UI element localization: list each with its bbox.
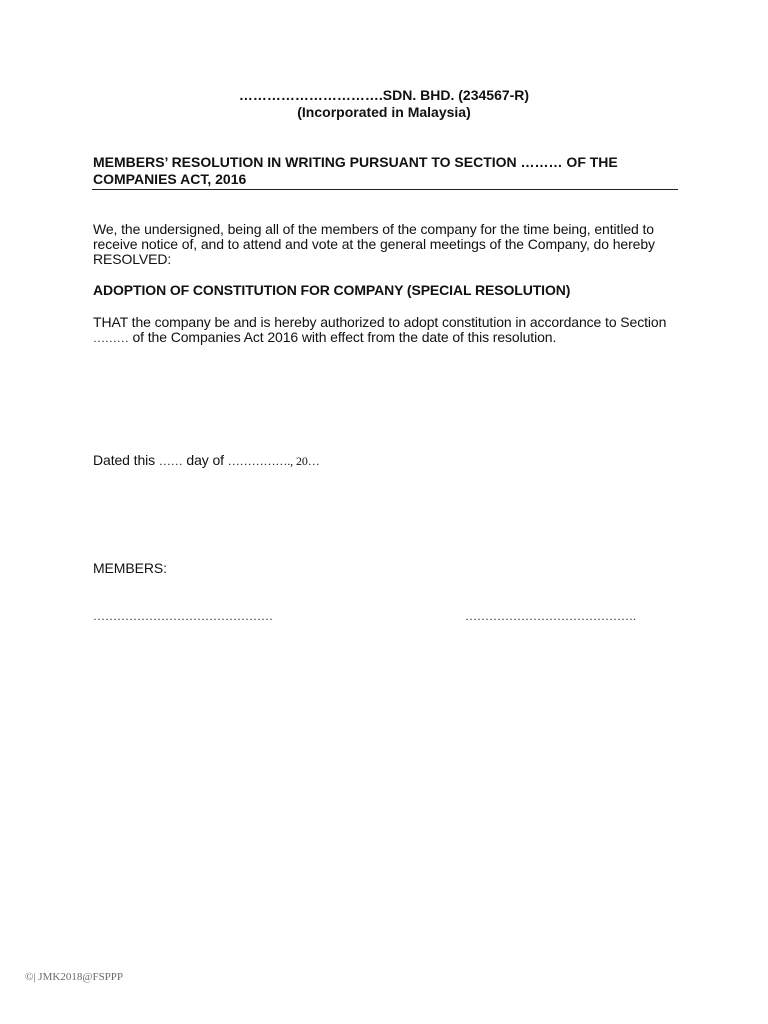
day-blank: …… <box>158 454 183 468</box>
title-underline <box>92 189 678 190</box>
company-name-line: ………………………….SDN. BHD. (234567-R) <box>238 87 530 103</box>
members-label: MEMBERS: <box>93 560 167 576</box>
section-number-blank: ……… <box>93 331 129 345</box>
footer-copyright: ©| JMK2018@FSPPP <box>25 971 124 983</box>
resolution-text-part2: of the Companies Act 2016 with effect from the date of this resolution. <box>128 329 557 345</box>
resolution-text-part1: THAT the company be and is hereby authorized to adopt constitution in accordance to Section <box>93 314 667 330</box>
resolution-paragraph <box>93 315 693 346</box>
dated-line <box>93 453 693 469</box>
intro-paragraph: We, the undersigned, being all of the members of the company for the time being, entitled to receive notice of, and to attend and vote at the general meetings of the Company, do hereby RESOLVED: <box>93 221 655 267</box>
month-year-blank: ……………., 20… <box>227 454 320 468</box>
dated-prefix: Dated this <box>93 452 159 468</box>
signature-line-1: ……………………………………… <box>93 609 273 623</box>
incorporation-line: (Incorporated in Malaysia) <box>297 104 471 120</box>
resolution-title: MEMBERS’ RESOLUTION IN WRITING PURSUANT TO SECTION ……… OF THE COMPANIES ACT, 2016 <box>93 154 618 187</box>
resolution-heading: ADOPTION OF CONSTITUTION FOR COMPANY (SPECIAL RESOLUTION) <box>93 282 571 298</box>
signature-line-2: ……………………………………. <box>465 609 636 623</box>
dated-mid: day of <box>182 452 228 468</box>
